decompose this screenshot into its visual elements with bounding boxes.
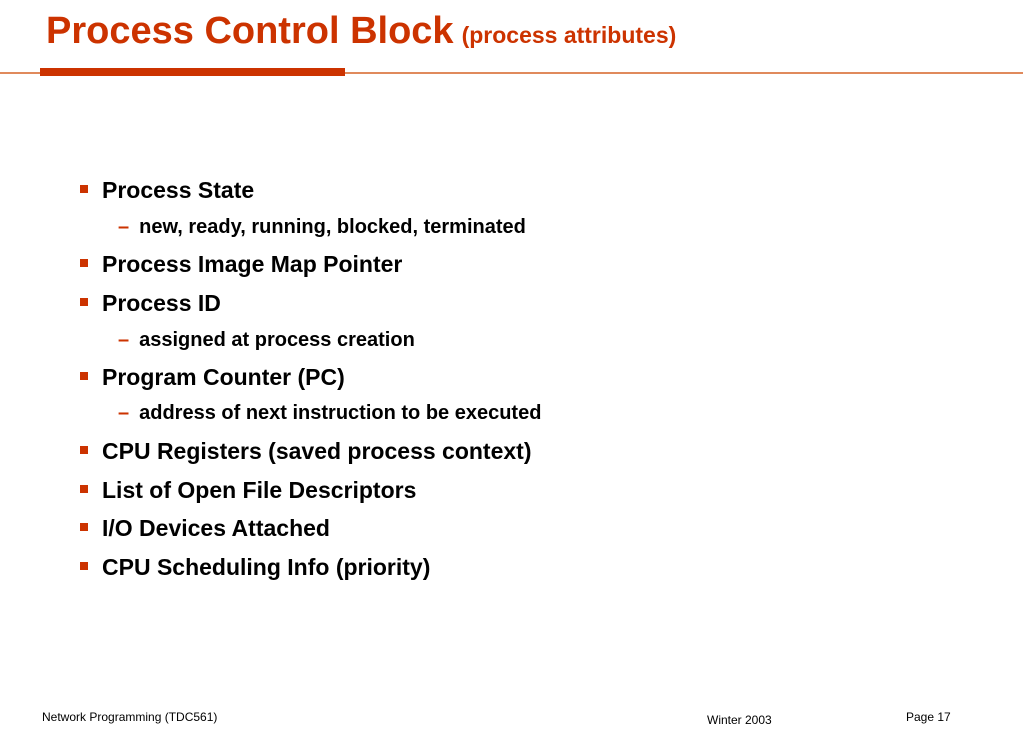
list-item bbox=[80, 437, 532, 465]
footer-page-number: Page 17 bbox=[906, 710, 951, 724]
footer-term: Winter 2003 bbox=[707, 713, 772, 727]
square-bullet-icon bbox=[80, 446, 88, 454]
square-bullet-icon bbox=[80, 562, 88, 570]
list-item-text: List of Open File Descriptors bbox=[102, 477, 417, 503]
footer-course: Network Programming (TDC561) bbox=[42, 710, 218, 724]
list-item-text: Program Counter (PC) bbox=[102, 364, 345, 390]
sub-list-item bbox=[118, 327, 415, 353]
list-item bbox=[80, 250, 402, 278]
sub-list-item-text: new, ready, running, blocked, terminated bbox=[139, 216, 526, 238]
square-bullet-icon bbox=[80, 185, 88, 193]
dash-bullet-icon: – bbox=[118, 402, 130, 424]
square-bullet-icon bbox=[80, 485, 88, 493]
sub-list-item bbox=[118, 214, 526, 240]
list-item bbox=[80, 476, 416, 504]
dash-bullet-icon: – bbox=[118, 329, 130, 351]
square-bullet-icon bbox=[80, 372, 88, 380]
list-item-text: Process Image Map Pointer bbox=[102, 251, 403, 277]
list-item-text: Process ID bbox=[102, 290, 221, 316]
sub-list-item bbox=[118, 400, 541, 426]
square-bullet-icon bbox=[80, 259, 88, 267]
list-item bbox=[80, 514, 330, 542]
list-item-text: Process State bbox=[102, 177, 255, 203]
list-item-text: CPU Scheduling Info (priority) bbox=[102, 554, 431, 580]
sub-list-item-text: address of next instruction to be executed bbox=[139, 402, 542, 424]
square-bullet-icon bbox=[80, 523, 88, 531]
title-text: Process Control Block bbox=[46, 10, 454, 52]
list-item bbox=[80, 289, 221, 317]
list-item-text: CPU Registers (saved process context) bbox=[102, 438, 532, 464]
sub-list-item-text: assigned at process creation bbox=[139, 329, 415, 351]
list-item-text: I/O Devices Attached bbox=[102, 515, 330, 541]
subtitle-text: (process attributes) bbox=[461, 22, 677, 48]
square-bullet-icon bbox=[80, 298, 88, 306]
list-item bbox=[80, 176, 254, 204]
dash-bullet-icon: – bbox=[118, 216, 130, 238]
list-item bbox=[80, 363, 345, 391]
list-item bbox=[80, 553, 430, 581]
